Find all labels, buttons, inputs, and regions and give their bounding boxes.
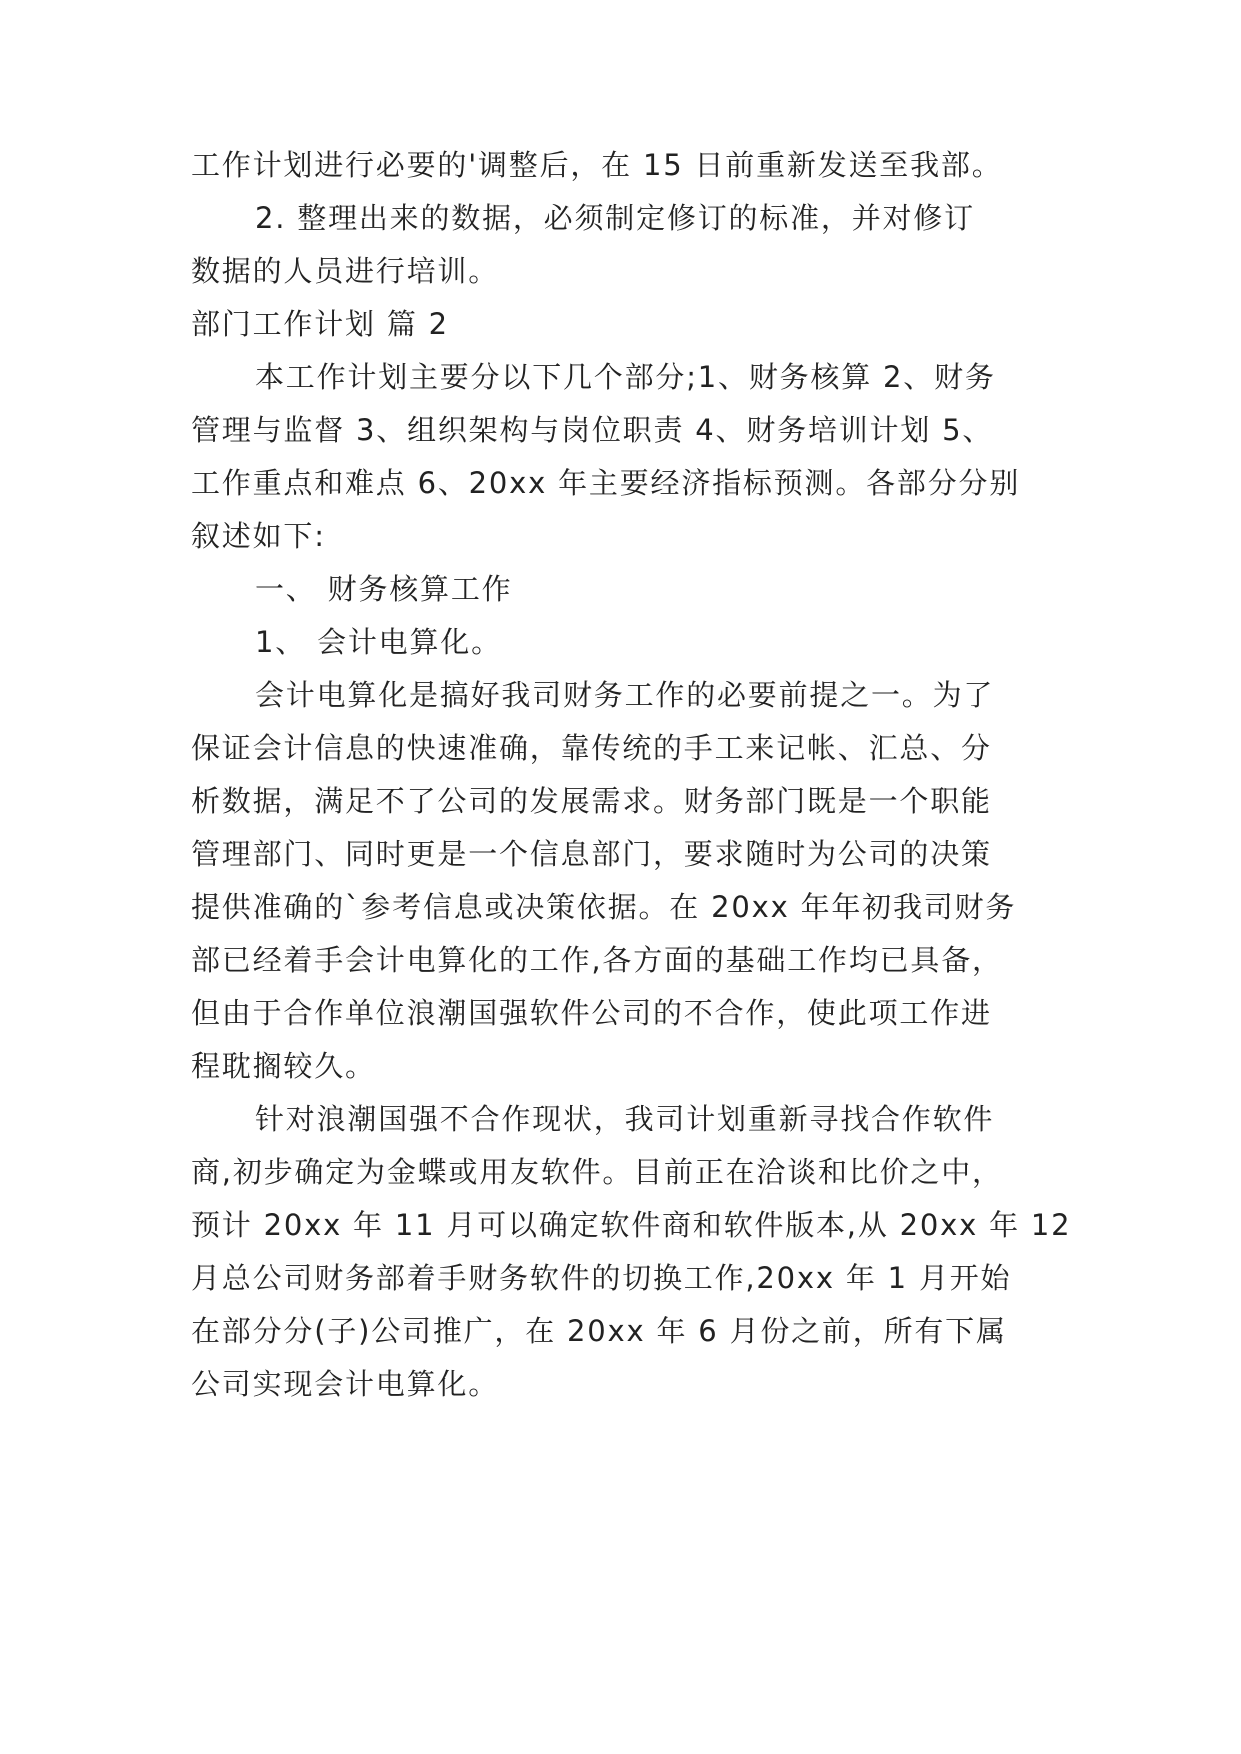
text-line: 程耽搁较久。 xyxy=(191,1049,376,1083)
item-heading: 1、 会计电算化。 xyxy=(255,625,502,659)
subsection-heading: 一、 财务核算工作 xyxy=(255,572,513,606)
text-line: 部已经着手会计电算化的工作,各方面的基础工作均已具备， xyxy=(191,943,1003,977)
text-line: 提供准确的`参考信息或决策依据。在 20xx 年年初我司财务 xyxy=(191,890,1017,924)
text-line: 2. 整理出来的数据，必须制定修订的标准，并对修订 xyxy=(255,201,975,235)
text-line: 本工作计划主要分以下几个部分;1、财务核算 2、财务 xyxy=(255,360,996,394)
text-line: 预计 20xx 年 11 月可以确定软件商和软件版本,从 20xx 年 12 xyxy=(191,1208,1072,1242)
text-line: 叙述如下: xyxy=(191,519,326,553)
text-line: 工作重点和难点 6、20xx 年主要经济指标预测。各部分分别 xyxy=(191,466,1021,500)
text-line: 但由于合作单位浪潮国强软件公司的不合作，使此项工作进 xyxy=(191,996,992,1030)
section-heading: 部门工作计划 篇 2 xyxy=(191,307,449,341)
text-line: 月总公司财务部着手财务软件的切换工作,20xx 年 1 月开始 xyxy=(191,1261,1012,1295)
text-line: 管理部门、同时更是一个信息部门，要求随时为公司的决策 xyxy=(191,837,992,871)
text-line: 数据的人员进行培训。 xyxy=(191,254,500,288)
text-line: 商,初步确定为金蝶或用友软件。目前正在洽谈和比价之中， xyxy=(191,1155,1003,1189)
text-line: 在部分分(子)公司推广，在 20xx 年 6 月份之前，所有下属 xyxy=(191,1314,1007,1348)
text-line: 公司实现会计电算化。 xyxy=(191,1367,500,1401)
text-line: 针对浪潮国强不合作现状，我司计划重新寻找合作软件 xyxy=(255,1102,995,1136)
text-line: 工作计划进行必要的'调整后，在 15 日前重新发送至我部。 xyxy=(191,148,1003,182)
text-line: 会计电算化是搞好我司财务工作的必要前提之一。为了 xyxy=(255,678,995,712)
text-line: 保证会计信息的快速准确，靠传统的手工来记帐、汇总、分 xyxy=(191,731,992,765)
text-line: 管理与监督 3、组织架构与岗位职责 4、财务培训计划 5、 xyxy=(191,413,994,447)
text-line: 析数据，满足不了公司的发展需求。财务部门既是一个职能 xyxy=(191,784,992,818)
